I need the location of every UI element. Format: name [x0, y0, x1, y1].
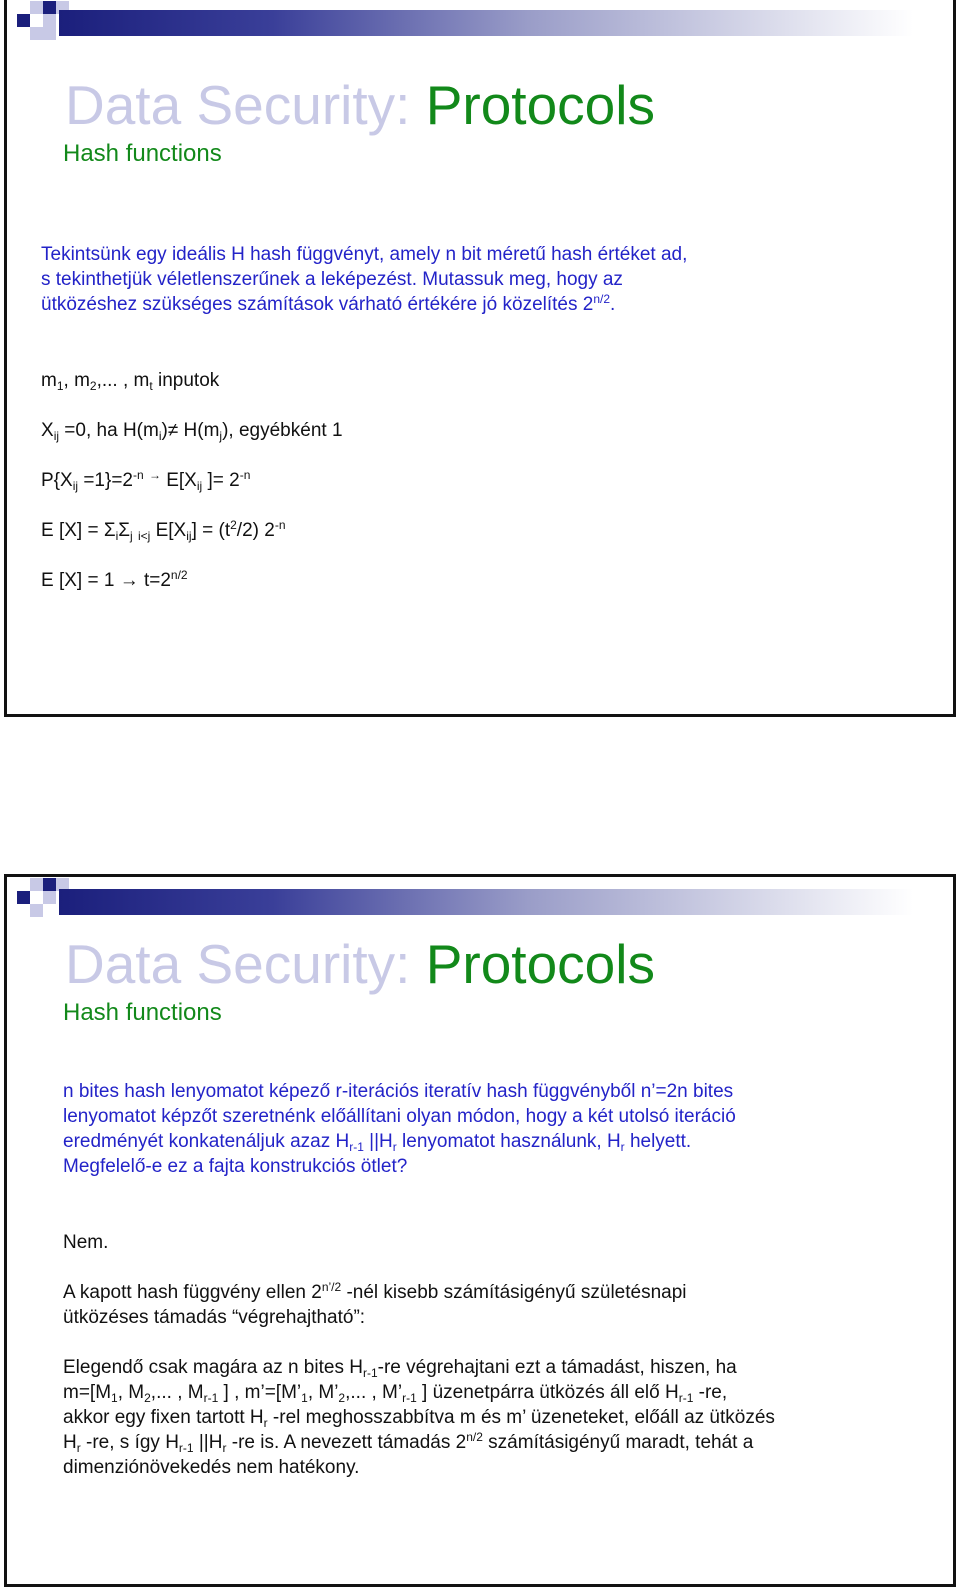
explanation-2-line-4: $H_r$ -re, s így $H_{r-1}$ $||H_r$ -re is. A nevezett támadás $2^{n/2}$ számításigényű maradt, tehát a [63, 1430, 754, 1455]
intro-line-1: Tekintsünk egy ideális H hash függvényt, amely n bit méretű hash értéket ad, [41, 244, 688, 265]
explanation-2-line-1: Elegendő csak magára az n bites $H_{r-1}-re$ végrehajtani ezt a támadást, hiszen, ha [63, 1357, 737, 1380]
question-line-2: lenyomatot képzőt szeretnénk előállítani olyan módon, hogy a két utolsó iteráció [63, 1106, 736, 1127]
header-decoration [7, 877, 953, 929]
slide-2 [4, 874, 956, 1587]
explanation-2-line-3: akkor egy fixen tartott $H_r$ -rel meghosszabbítva m és m’ üzeneteket, előáll az ütközés [63, 1407, 775, 1430]
explanation-1-line-1: A kapott hash függvény ellen $2^{n’/2}$ -nél kisebb számításigényű születésnapi [63, 1280, 687, 1303]
slide-subtitle: Hash functions [63, 999, 222, 1026]
slide-title: Data Security: Protocols [65, 74, 655, 136]
formula-expectation: E $[X] = \Sigma_i\Sigma_j$ $_{i<j}$ $E[X_{ij}] = (t^2/2)$ $2^{-n}$ [41, 518, 286, 543]
formula-inputs: $m_1$, $m_2$,... , $m_t$ inputok [41, 370, 220, 393]
formula-indicator: $X_{ij} =0$, ha $H(m_i)\ne H(m_j)$, egyébként 1 [41, 420, 343, 443]
question-line-3: eredményét konkatenáljuk azaz $H_{r-1}$ $||H_r$ lenyomatot használunk, $H_r$ helyett. [63, 1131, 692, 1154]
slide-1 [4, 0, 956, 717]
slide-title: Data Security: Protocols [65, 933, 655, 995]
question-line-1: n bites hash lenyomatot képező r-iterációs iteratív hash függvényből n’=2n bites [63, 1081, 734, 1102]
intro-line-2: s tekinthetjük véletlenszerűnek a leképezést. Mutassuk meg, hogy az [41, 269, 623, 290]
formula-probability: $P\{X_{ij} =1\}=2^{-n}$ → $E[X_{ij}$ ]= $2^{-n}$ [41, 468, 251, 493]
question-line-4: Megfelelő-e ez a fajta konstrukciós ötlet? [63, 1156, 408, 1177]
explanation-2-line-2: $m=[M_1$, $M_2$,... , $M_{r-1}$ ] , $m’=[M’_1$, $M’_2$,... , $M’_{r-1}$ ] üzenetpárra ütközés áll elő $H_{r-1}$ -re, [63, 1382, 728, 1405]
slide-subtitle: Hash functions [63, 140, 222, 167]
explanation-2-line-5: dimenziónövekedés nem hatékony. [63, 1457, 360, 1478]
intro-line-3: ütközéshez szükséges számítások várható értékére jó közelítés $2^{n/2}$. [41, 292, 616, 315]
formula-result: E $[X] = 1 \to t=2^{n/2}$ [41, 568, 188, 591]
explanation-1-line-2: ütközéses támadás “végrehajtható”: [63, 1307, 366, 1328]
header-decoration [7, 0, 953, 52]
answer: Nem. [63, 1232, 109, 1253]
